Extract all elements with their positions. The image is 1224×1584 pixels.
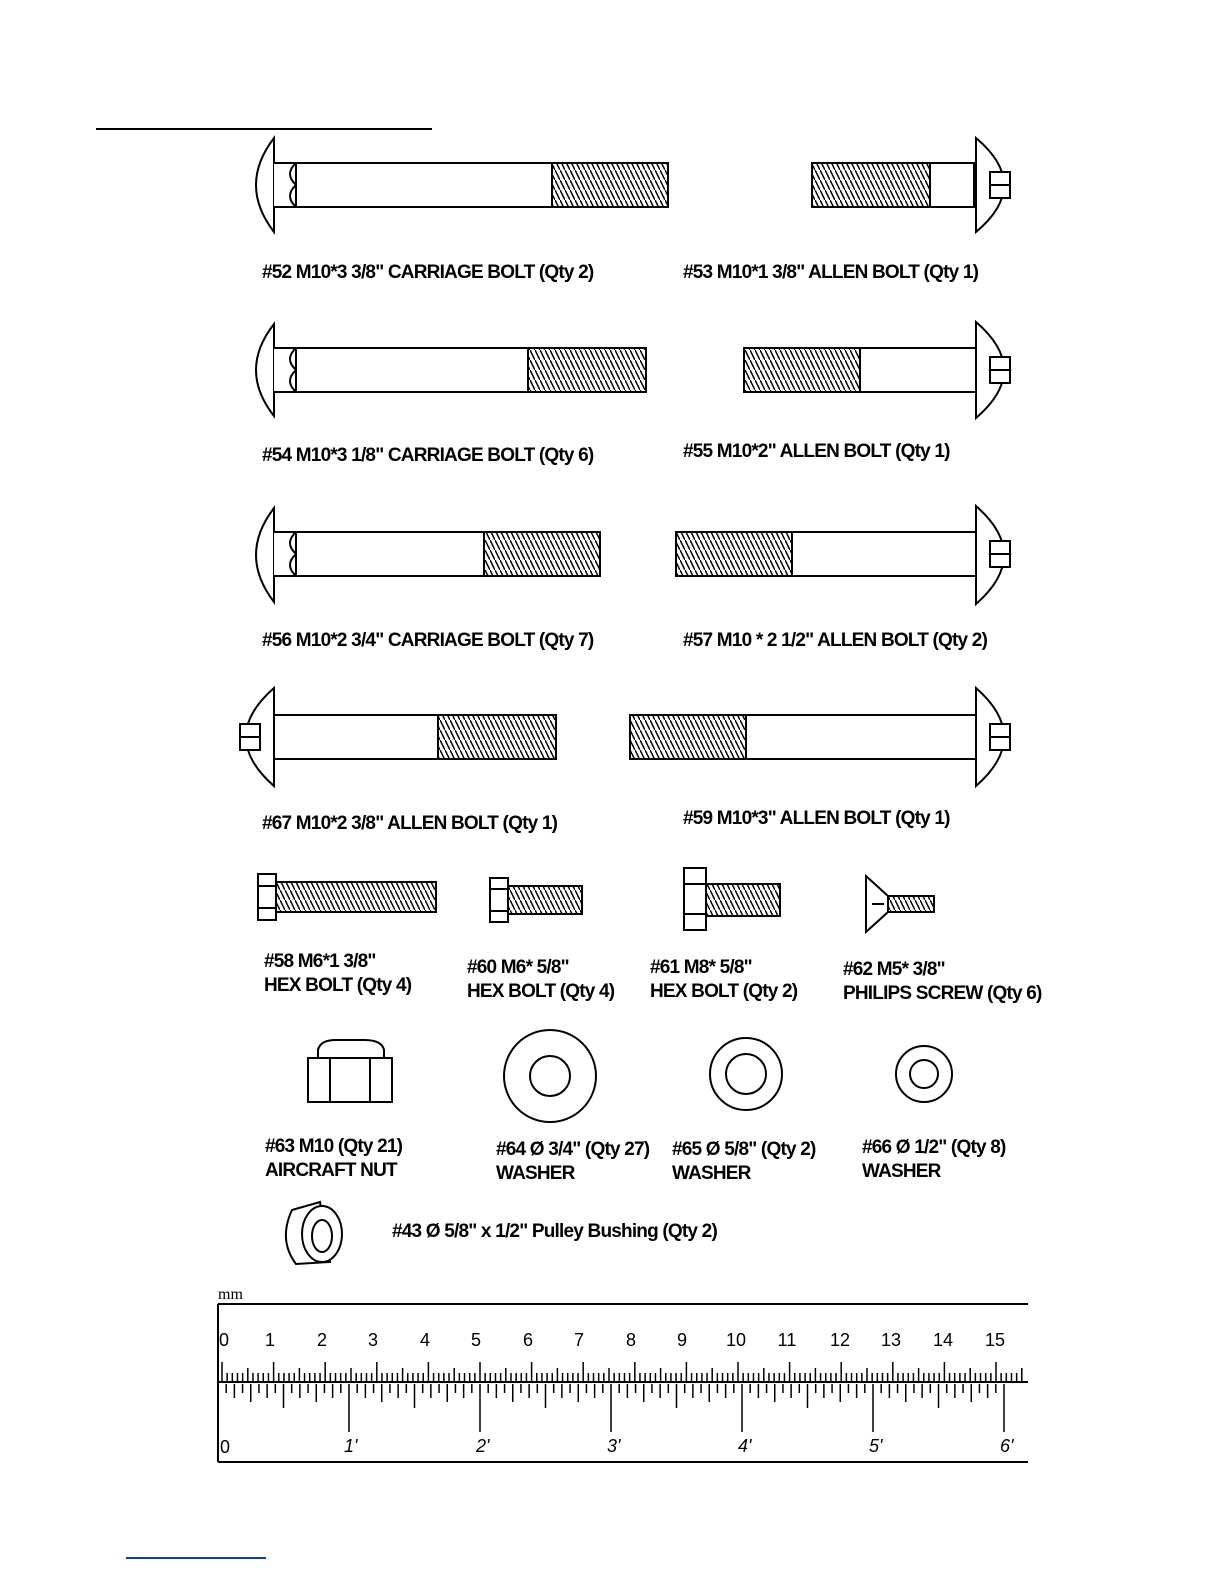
label-part-62: [843, 958, 1042, 1006]
ruler-cm-number: 13: [880, 1330, 902, 1350]
label-part-43: [392, 1220, 717, 1244]
part-61-drawing: [684, 868, 780, 930]
label-part-56: [262, 629, 593, 653]
label-part-54: [262, 444, 593, 468]
part-65-drawing: [710, 1038, 782, 1110]
label-part-67: [262, 812, 557, 836]
label-line: #43 Ø 5/8" x 1/2" Pulley Bushing (Qty 2): [392, 1221, 717, 1242]
label-part-59: [683, 807, 950, 831]
ruler-inch-zero: 0: [220, 1437, 231, 1457]
label-part-55: [683, 440, 950, 464]
label-line: #61 M8* 5/8": [650, 957, 752, 978]
label-line: #59 M10*3" ALLEN BOLT (Qty 1): [683, 808, 950, 829]
label-line: HEX BOLT (Qty 4): [264, 975, 412, 996]
label-line: #56 M10*2 3/4" CARRIAGE BOLT (Qty 7): [262, 630, 594, 651]
ruler-cm-number: 2: [316, 1330, 328, 1350]
ruler-cm-number: 0: [218, 1330, 230, 1350]
label-line: HEX BOLT (Qty 2): [650, 981, 798, 1002]
label-part-63: [265, 1135, 402, 1183]
label-line: #66 Ø 1/2" (Qty 8): [862, 1137, 1006, 1158]
part-58-drawing: [258, 874, 436, 920]
label-line: #55 M10*2" ALLEN BOLT (Qty 1): [683, 441, 950, 462]
label-line: #58 M6*1 3/8": [264, 951, 376, 972]
label-part-53: [683, 261, 978, 285]
ruler-inch-number: 5': [868, 1436, 883, 1456]
label-line: HEX BOLT (Qty 4): [467, 981, 615, 1002]
part-57-drawing: [676, 506, 1010, 604]
ruler-cm-number: 11: [777, 1330, 797, 1350]
ruler-cm-number: 6: [522, 1330, 534, 1350]
part-55-drawing: [744, 322, 1010, 418]
inch-tick-marks: [218, 1384, 1004, 1432]
part-52-drawing: [256, 138, 668, 232]
label-part-52: [262, 261, 593, 285]
part-63-drawing: [308, 1040, 392, 1102]
ruler-inch-number: 2': [475, 1436, 490, 1456]
part-62-drawing: [866, 876, 934, 932]
label-part-57: [683, 629, 987, 653]
label-line: #64 Ø 3/4" (Qty 27): [496, 1139, 650, 1160]
label-line: PHILIPS SCREW (Qty 6): [843, 983, 1042, 1004]
part-64-drawing: [504, 1030, 596, 1122]
ruler-cm-number: 5: [470, 1330, 482, 1350]
label-line: #52 M10*3 3/8" CARRIAGE BOLT (Qty 2): [262, 262, 594, 283]
mm-tick-marks: [222, 1362, 1022, 1382]
label-line: WASHER: [672, 1163, 751, 1184]
label-line: #67 M10*2 3/8" ALLEN BOLT (Qty 1): [262, 813, 558, 834]
ruler-cm-number: 4: [419, 1330, 431, 1350]
part-60-drawing: [490, 878, 582, 922]
part-66-drawing: [896, 1046, 952, 1102]
ruler-inch-number: 4': [737, 1436, 752, 1456]
part-67-drawing: [240, 688, 556, 786]
part-59-drawing: [630, 688, 1010, 786]
label-line: #63 M10 (Qty 21): [265, 1136, 403, 1157]
label-line: WASHER: [496, 1163, 575, 1184]
ruler-cm-number: 12: [829, 1330, 851, 1350]
label-line: #60 M6* 5/8": [467, 957, 569, 978]
label-line: #53 M10*1 3/8" ALLEN BOLT (Qty 1): [683, 262, 979, 283]
label-part-64: [496, 1138, 649, 1186]
ruler-cm-number: 10: [725, 1330, 747, 1350]
label-part-61: [650, 956, 797, 1004]
ruler-cm-number: 14: [932, 1330, 954, 1350]
part-54-drawing: [256, 324, 646, 416]
label-line: #54 M10*3 1/8" CARRIAGE BOLT (Qty 6): [262, 445, 594, 466]
ruler-inch-number: 6': [999, 1436, 1014, 1456]
label-line: #65 Ø 5/8" (Qty 2): [672, 1139, 816, 1160]
ruler: [218, 1304, 1028, 1462]
ruler-cm-number: 9: [676, 1330, 688, 1350]
label-line: WASHER: [862, 1161, 941, 1182]
label-part-60: [467, 956, 614, 1004]
ruler-cm-number: 1: [264, 1330, 276, 1350]
label-part-65: [672, 1138, 816, 1186]
ruler-cm-number: 7: [573, 1330, 585, 1350]
ruler-inch-number: 3': [606, 1436, 621, 1456]
ruler-cm-number: 8: [625, 1330, 637, 1350]
label-line: #62 M5* 3/8": [843, 959, 945, 980]
ruler-cm-number: 3: [367, 1330, 379, 1350]
label-line: AIRCRAFT NUT: [265, 1160, 397, 1181]
part-56-drawing: [256, 508, 600, 602]
ruler-unit-label: mm: [218, 1286, 243, 1303]
ruler-inch-number: 1': [343, 1436, 358, 1456]
label-part-58: [264, 950, 411, 998]
label-part-66: [862, 1136, 1006, 1184]
part-53-drawing: [812, 138, 1010, 232]
part-43-drawing: [286, 1202, 342, 1264]
ruler-cm-number: 15: [984, 1330, 1006, 1350]
label-line: #57 M10 * 2 1/2" ALLEN BOLT (Qty 2): [683, 630, 988, 651]
